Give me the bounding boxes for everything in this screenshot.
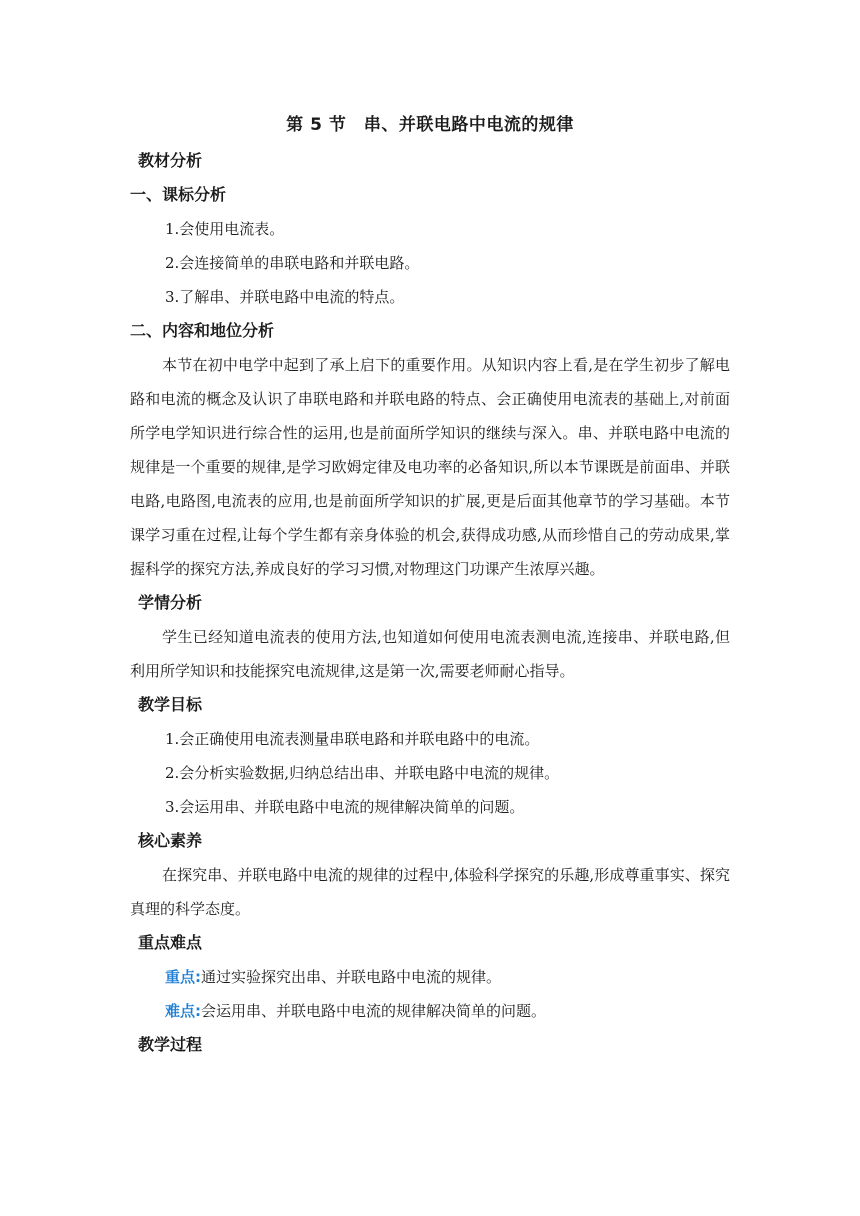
page-title: 第 5 节 串、并联电路中电流的规律	[286, 115, 574, 135]
student-analysis-paragraph: 学生已经知道电流表的使用方法,也知道如何使用电流表测电流,连接串、并联电路,但利用所学知识和技能探究电流规律,这是第一次,需要老师耐心指导。	[130, 628, 730, 680]
list-item: 3.会运用串、并联电路中电流的规律解决简单的问题。	[165, 798, 525, 816]
difficult-point-label: 难点:	[165, 1002, 201, 1020]
section-heading-content-analysis: 二、内容和地位分析	[130, 321, 275, 340]
section-heading-teaching-goals: 教学目标	[138, 695, 203, 714]
list-item: 3.了解串、并联电路中电流的特点。	[165, 288, 405, 306]
section-heading-teaching-process: 教学过程	[138, 1035, 203, 1054]
content-analysis-paragraph: 本节在初中电学中起到了承上启下的重要作用。从知识内容上看,是在学生初步了解电路和电流的概念及认识了串联电路和并联电路的特点、会正确使用电流表的基础上,对前面所学电学知识进行综合性的运用,也是前面所学知识的继续与深入。串、并联电路中电流的规律是一个重要的规律,是学习欧姆定律及电功率的必备知识,所以本节课既是前面串、并联电路,电路图,电流表的应用,也是前面所学知识的扩展,更是后面其他章节的学习基础。本节课学习重在过程,让每个学生都有亲身体验的机会,获得成功感,从而珍惜自己的劳动成果,掌握科学的探究方法,养成良好的学习习惯,对物理这门功课产生浓厚兴趣。	[130, 356, 730, 578]
key-point-line	[130, 960, 730, 994]
difficult-point-line	[130, 994, 730, 1028]
list-item: 1.会使用电流表。	[165, 220, 285, 238]
core-literacy-paragraph: 在探究串、并联电路中电流的规律的过程中,体验科学探究的乐趣,形成尊重事实、探究真理的科学态度。	[130, 866, 730, 918]
section-heading-standard-analysis: 一、课标分析	[130, 185, 227, 204]
list-item: 1.会正确使用电流表测量串联电路和并联电路中的电流。	[165, 730, 540, 748]
section-heading-core-literacy: 核心素养	[138, 831, 203, 850]
list-item: 2.会连接简单的串联电路和并联电路。	[165, 254, 420, 272]
section-heading-student-analysis: 学情分析	[138, 593, 203, 612]
section-heading-textbook-analysis: 教材分析	[138, 151, 203, 170]
key-point-label: 重点:	[165, 968, 201, 986]
key-point-text: 通过实验探究出串、并联电路中电流的规律。	[201, 968, 502, 986]
section-heading-key-difficult: 重点难点	[138, 933, 203, 952]
document-body	[130, 144, 730, 1062]
difficult-point-text: 会运用串、并联电路中电流的规律解决简单的问题。	[201, 1002, 547, 1020]
list-item: 2.会分析实验数据,归纳总结出串、并联电路中电流的规律。	[165, 764, 560, 782]
